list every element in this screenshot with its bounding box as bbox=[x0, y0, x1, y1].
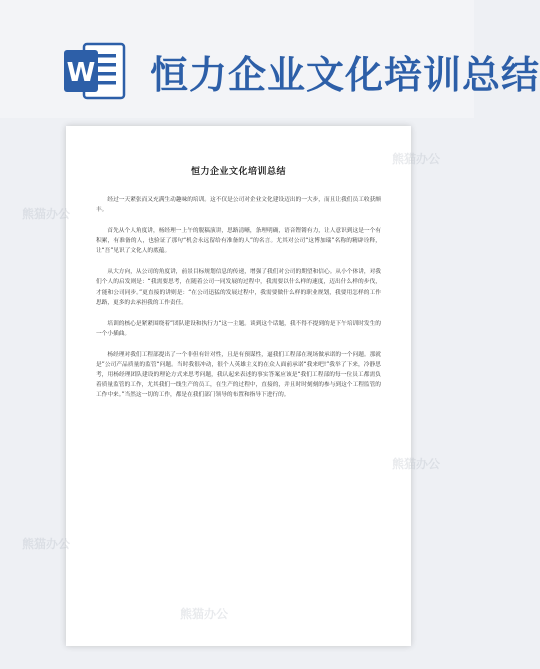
watermark: 熊猫办公 bbox=[392, 152, 441, 166]
document-paragraph: 杨经理对我们工程部提出了一个非但有针对性，且是有预谋性，逼我们工程部在现场做承诺的一个问题。那就是”公司产品质量的监管“问题。当时我很冲动，很个人英雄主义的在众人面前承诺“我来吧!”我举了下来，冷静思考，用杨经理团队建设的理论方式来思考问题，我认起来表述的事实答案应该是“我们工程部的每一位员工都需负着质量监管的工作，尤其我们一线生产的员工，在生产的过程中，直接的，并且时时刻刻的参与到这个工程监管的工作中来。”当然这一切的工作，都是在我们部门领导的布置和指导下进行的。 bbox=[96, 351, 381, 399]
watermark: 熊猫办公 bbox=[22, 537, 71, 551]
watermark: 熊猫办公 bbox=[180, 607, 229, 621]
watermark: 熊猫办公 bbox=[392, 457, 441, 471]
banner-title: 恒力企业文化培训总结 bbox=[150, 52, 540, 97]
document-paragraph: 经过一天紧张而又充满生动趣味的培训。这不仅是公司对企业文化建设迈出的一大步，而且让我们员工收获颇丰。 bbox=[96, 197, 381, 214]
header-banner bbox=[0, 0, 540, 118]
word-logo-letter: W bbox=[66, 58, 96, 88]
document-paragraph: 首先从个人角度讲，杨经理一上午的脱稿演讲，思路清晰，条理明确，语音铿锵有力，让人意识到这是一个有积累，有准备的人，也验证了那句“机会永远留给有准备的人”的名言。尤其对公司“这博加瑞”名称的精辟诠释，让“吾”见识了文化人的底蕴。 bbox=[96, 228, 381, 255]
document-paragraph: 培训的核心是紧紧围绕着”团队建设和执行力“这一主题。谈到这个话题，我不得不提到的是下午培训时发生的一个小插曲。 bbox=[96, 320, 381, 337]
document-paragraph: 从大方向，从公司的角度讲，前景目标规划信息的传递，增强了我们对公司的期望和信心。从小个体讲，对我们个人的启发则是：“我需要思考，在随着公司一同发展的过程中，我需要以什么样的速度，迈出什么样的步伐，才能和公司同步。”更直接的讲则是：“在公司迅猛的发展过程中，我需要做什么样的职业规划，我要用怎样的工作思路，更多的去承担我的工作责任。 bbox=[96, 269, 381, 306]
document-title: 恒力企业文化培训总结 bbox=[190, 167, 286, 177]
document-page bbox=[66, 126, 411, 646]
word-document-icon bbox=[62, 38, 128, 104]
watermark: 熊猫办公 bbox=[22, 207, 71, 221]
